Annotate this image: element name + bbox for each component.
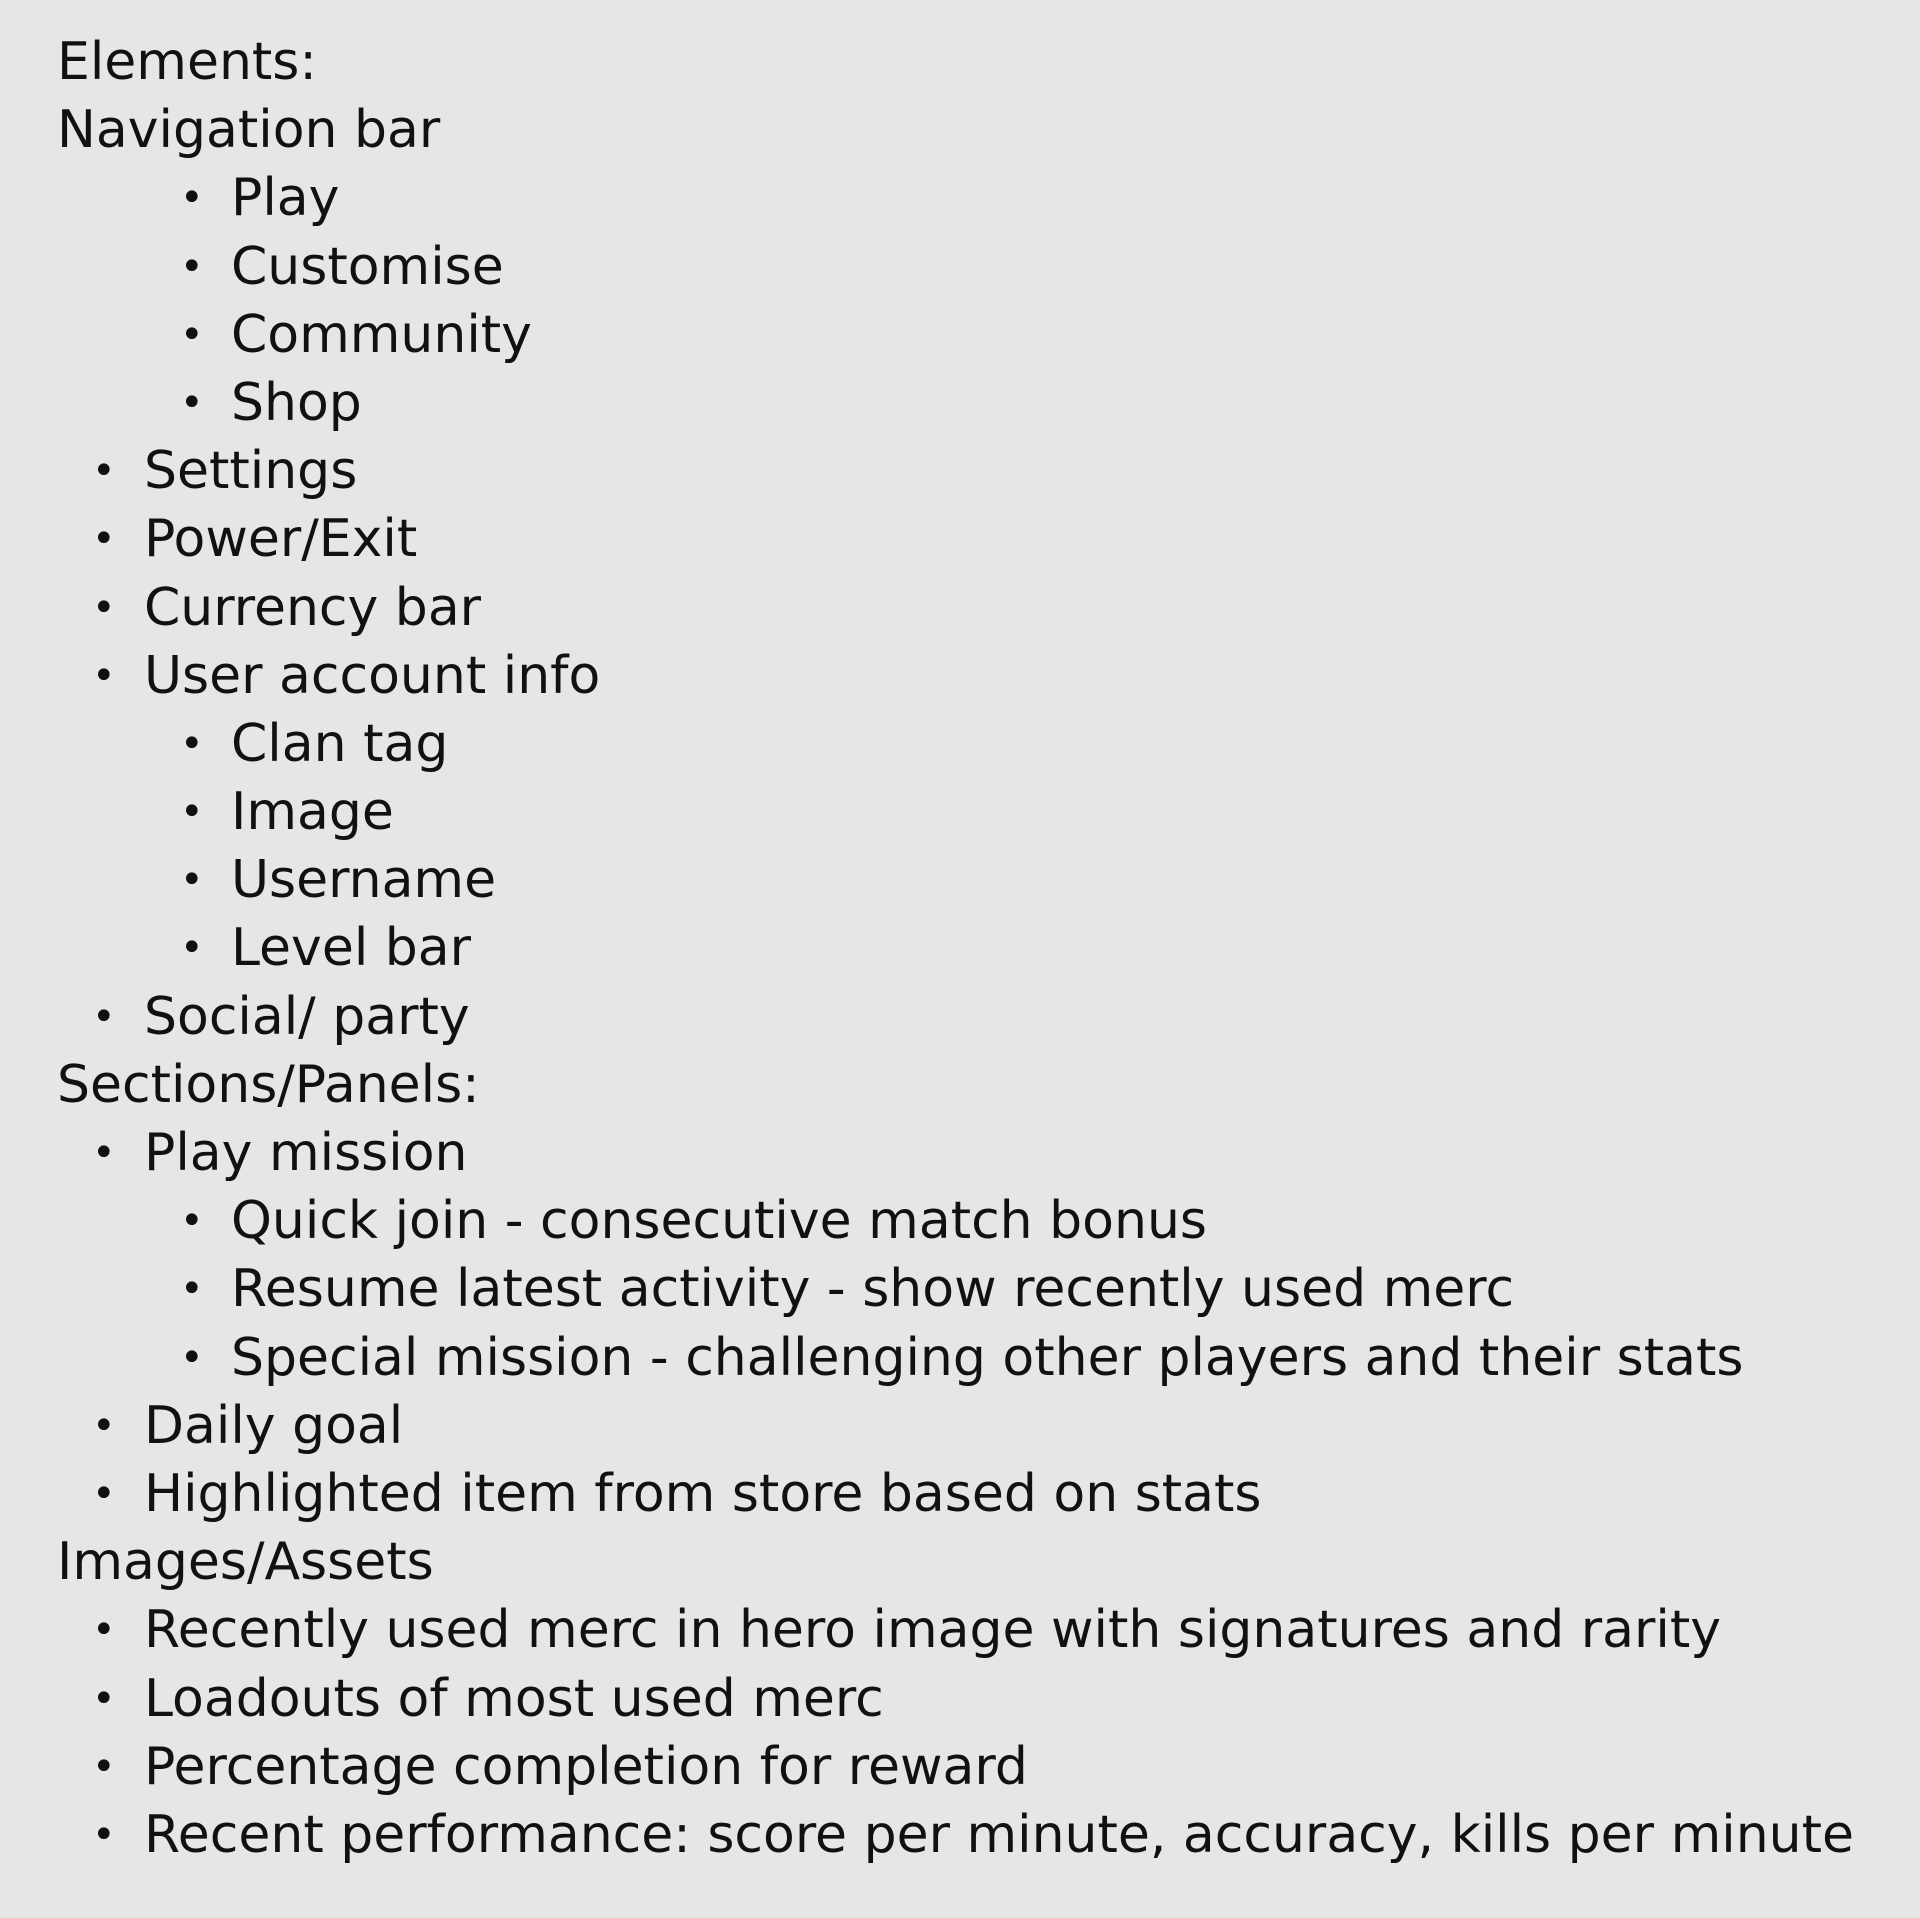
list-item	[0, 1596, 1920, 1664]
list-item	[0, 1119, 1920, 1187]
list-item-text: Settings	[144, 441, 358, 502]
list-item	[0, 1187, 1920, 1255]
list-item-text: Social/ party	[144, 986, 470, 1047]
list-item	[0, 1460, 1920, 1528]
list-item-text: Level bar	[231, 918, 472, 979]
heading-navigation-bar	[0, 96, 1920, 164]
list-item	[0, 778, 1920, 846]
heading-text: Sections/Panels:	[57, 1054, 480, 1115]
list-item-text: Username	[231, 850, 497, 911]
list-item	[0, 574, 1920, 642]
list-item-text: Highlighted item from store based on stats	[144, 1463, 1262, 1524]
heading-text: Images/Assets	[57, 1532, 434, 1593]
list-item	[0, 233, 1920, 301]
list-item	[0, 369, 1920, 437]
list-item	[0, 1255, 1920, 1323]
list-item-text: User account info	[144, 645, 601, 706]
list-item-text: Shop	[231, 372, 362, 433]
bullet-icon: •	[92, 516, 116, 563]
bullet-icon: •	[92, 652, 116, 699]
bullet-icon: •	[92, 448, 116, 495]
bullet-icon: •	[180, 243, 204, 290]
bullet-icon: •	[180, 175, 204, 222]
bullet-icon: •	[180, 1266, 204, 1313]
bullet-icon: •	[92, 1402, 116, 1449]
bullet-icon: •	[180, 1334, 204, 1381]
list-item	[0, 642, 1920, 710]
bullet-icon: •	[92, 1470, 116, 1517]
list-item-text: Image	[231, 782, 394, 843]
bullet-icon: •	[92, 1607, 116, 1654]
list-item-text: Play	[231, 168, 340, 229]
list-item	[0, 1665, 1920, 1733]
heading-text: Navigation bar	[57, 100, 441, 161]
bullet-icon: •	[92, 584, 116, 631]
list-item	[0, 164, 1920, 232]
list-item-text: Quick join - consecutive match bonus	[231, 1191, 1207, 1252]
list-item-text: Customise	[231, 236, 504, 297]
list-item	[0, 437, 1920, 505]
list-item-text: Power/Exit	[144, 509, 418, 570]
list-item	[0, 1733, 1920, 1801]
list-item	[0, 1324, 1920, 1392]
bullet-icon: •	[180, 720, 204, 767]
bullet-icon: •	[180, 1198, 204, 1245]
list-item	[0, 301, 1920, 369]
list-item-text: Clan tag	[231, 713, 449, 774]
heading-text: Elements:	[57, 32, 317, 92]
bullet-icon: •	[92, 1811, 116, 1858]
list-item	[0, 1801, 1920, 1869]
bullet-icon: •	[180, 789, 204, 836]
bullet-icon: •	[180, 379, 204, 426]
list-item-text: Special mission - challenging other players and their stats	[231, 1327, 1744, 1388]
bullet-icon: •	[92, 993, 116, 1040]
list-item-text: Percentage completion for reward	[144, 1736, 1028, 1797]
heading-elements	[0, 28, 1920, 96]
list-item-text: Loadouts of most used merc	[144, 1668, 884, 1729]
list-item	[0, 914, 1920, 982]
list-item-text: Play mission	[144, 1123, 468, 1183]
list-item-text: Currency bar	[144, 577, 482, 638]
list-item	[0, 505, 1920, 573]
list-item	[0, 846, 1920, 914]
bullet-icon: •	[180, 925, 204, 972]
list-item-text: Recently used merc in hero image with signatures and rarity	[144, 1600, 1722, 1661]
list-item-text: Recent performance: score per minute, accuracy, kills per minute	[144, 1804, 1854, 1865]
list-item	[0, 983, 1920, 1051]
bullet-icon: •	[92, 1675, 116, 1722]
list-item-text: Resume latest activity - show recently used merc	[231, 1259, 1515, 1320]
heading-images-assets	[0, 1528, 1920, 1596]
bullet-icon: •	[92, 1743, 116, 1790]
list-item-text: Daily goal	[144, 1395, 404, 1456]
bullet-icon: •	[180, 311, 204, 358]
list-item	[0, 710, 1920, 778]
list-item-text: Community	[231, 304, 532, 365]
bullet-icon: •	[180, 857, 204, 904]
list-item	[0, 1392, 1920, 1460]
bullet-icon: •	[92, 1130, 116, 1176]
heading-sections-panels	[0, 1051, 1920, 1119]
